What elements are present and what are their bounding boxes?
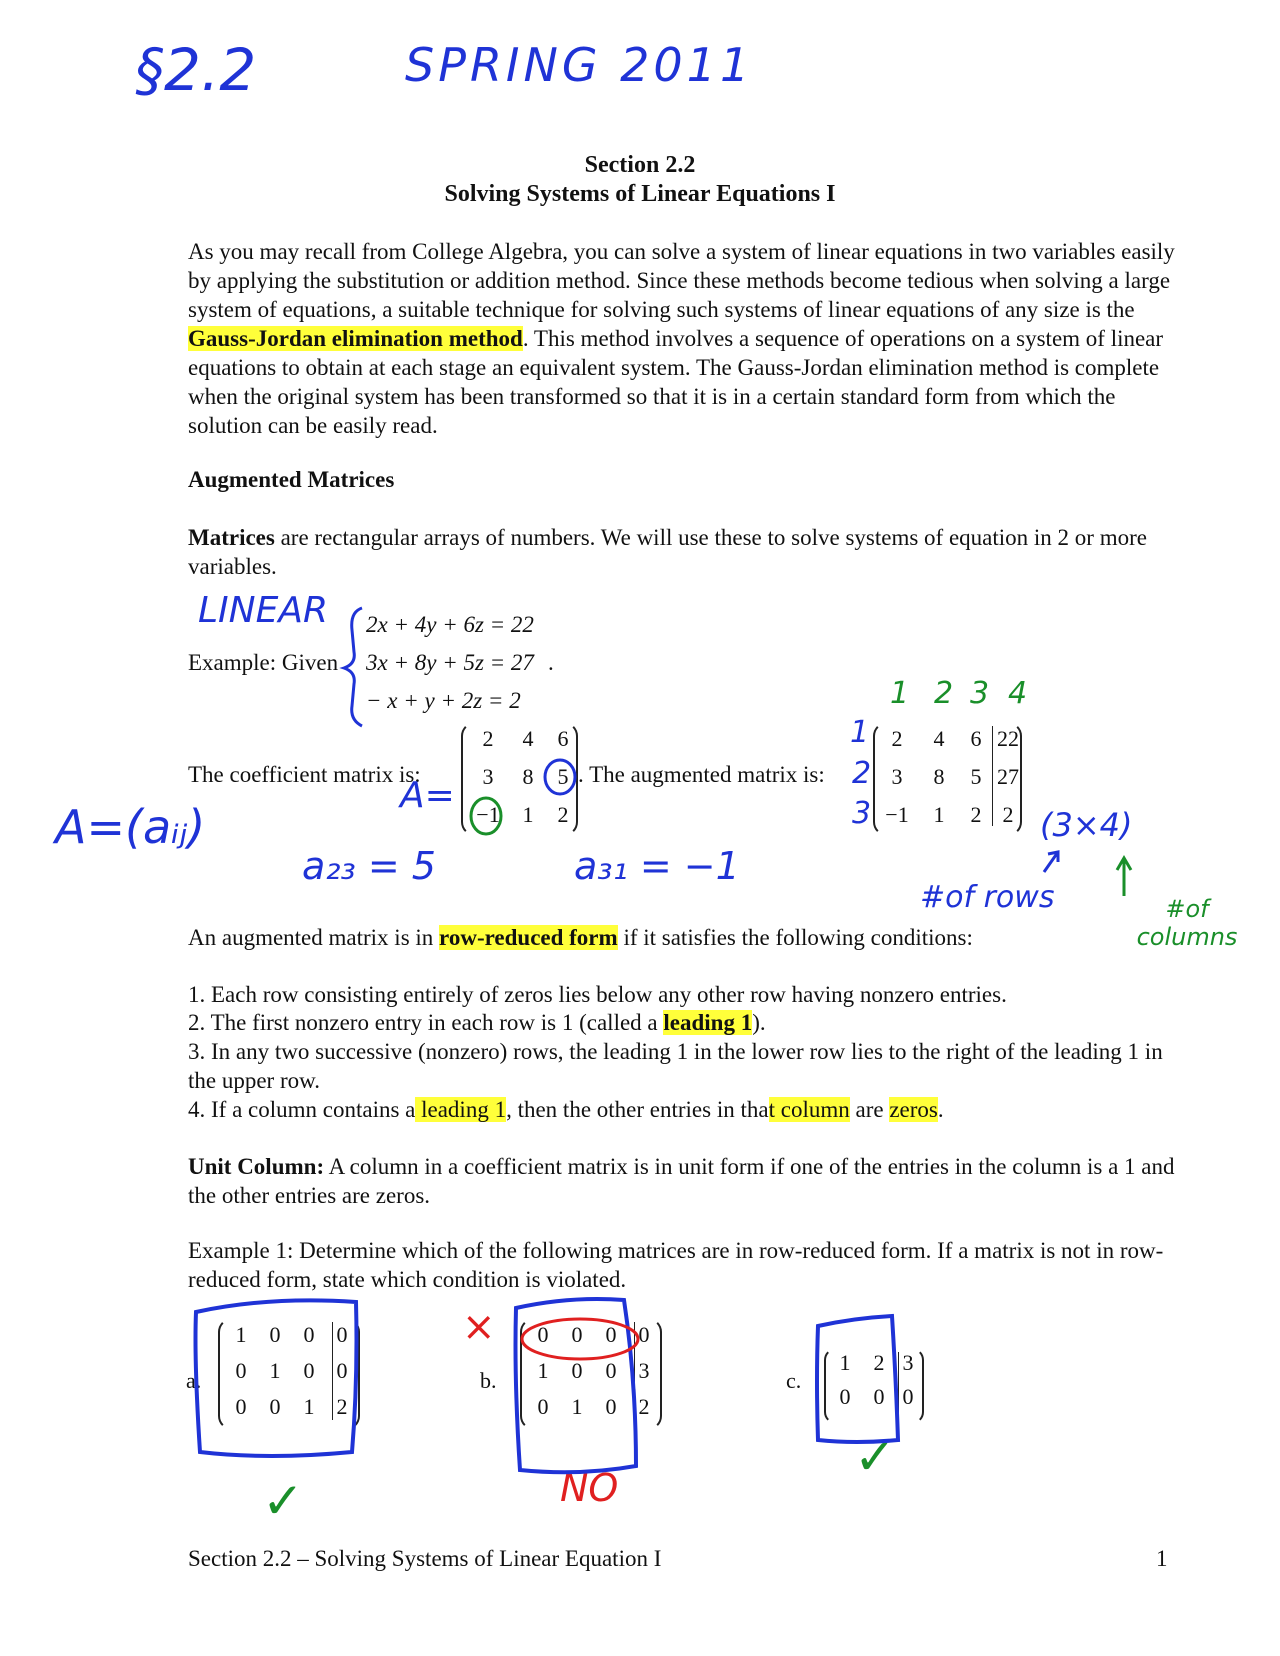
circle-a23 [545, 760, 575, 794]
matrix-cell: 2 [336, 1394, 348, 1419]
matrix-cell: 5 [557, 764, 569, 789]
example-1-prompt: Example 1: Determine which of the following matrices are in row-reduced form. If a matrix is not in row-reduced form, state which condition is violated. [188, 1238, 1164, 1292]
matrices-term: Matrices [188, 525, 275, 550]
matrix-cell: 0 [336, 1322, 348, 1347]
leading-1-term: leading 1 [663, 1010, 753, 1035]
matrix-cell: 3 [482, 764, 494, 789]
col-num: 4 [1008, 676, 1028, 711]
matrix-cell: 0 [571, 1358, 583, 1383]
red-oval-zero-row [522, 1319, 638, 1359]
matrix-cell: 6 [970, 726, 982, 751]
row-num: 3 [852, 796, 872, 831]
matrix-cell: 3 [638, 1358, 650, 1383]
matrix-cell: 0 [235, 1394, 247, 1419]
matrix-cell: 2 [891, 726, 903, 751]
a23-annotation: a₂₃ = 5 [302, 844, 436, 888]
matrix-cell: 0 [873, 1384, 885, 1409]
matrix-cell: 0 [839, 1384, 851, 1409]
row-reduced-after: if it satisfies the following conditions: [617, 925, 973, 950]
matrix-cell: 0 [303, 1322, 315, 1347]
matrix-cell: 0 [269, 1322, 281, 1347]
example-period: . [548, 650, 554, 675]
matrix-cell: 8 [522, 764, 534, 789]
columns-arrow [1117, 858, 1131, 896]
unit-column-text: A column in a coefficient matrix is in unit form if one of the entries in the column is a 1 and the other entries are zeros. [188, 1154, 1175, 1208]
matrix-cell: 1 [537, 1358, 549, 1383]
footer-text: Section 2.2 – Solving Systems of Linear Equation I [188, 1546, 662, 1571]
row-num: 1 [850, 715, 870, 750]
matrix-cell: 2 [970, 802, 982, 827]
matrix-cell: 1 [839, 1350, 851, 1375]
matrix-cell: 2 [482, 726, 494, 751]
matrix-cell: 1 [303, 1394, 315, 1419]
rows-note-annotation: #of rows [920, 880, 1055, 915]
a-notation-annotation: A=(aᵢⱼ) [55, 800, 206, 854]
matrix-cell: 4 [933, 726, 945, 751]
intro-text-after: . This method involves a sequence of operations on a system of linear equations to obtain at each stage an equivalent system. The Gauss-Jordan elimination method is complete when the original system has been transformed so that it is in a certain standard form from which the solution can be easily read. [188, 326, 1164, 438]
section-tag-annotation: §2.2 [135, 36, 257, 104]
matrix-cell: 0 [638, 1322, 650, 1347]
matrix-cell: 0 [269, 1394, 281, 1419]
col-num: 2 [934, 676, 954, 711]
equation-1: 2x + 4y + 6z = 22 [366, 612, 534, 637]
box-c [817, 1316, 898, 1442]
row-num: 2 [852, 756, 872, 791]
linear-annotation: LINEAR [198, 590, 328, 631]
matrix-cell: 2 [873, 1350, 885, 1375]
matrix-cell: 2 [557, 802, 569, 827]
condition-4-g: . [937, 1097, 944, 1122]
matrix-cell: 0 [571, 1322, 583, 1347]
system-brace [344, 608, 362, 726]
matrix-cell: 0 [303, 1358, 315, 1383]
circle-a31 [471, 798, 501, 834]
matrix-cell: 8 [933, 764, 945, 789]
coefficient-matrix-label: The coefficient matrix is: [188, 762, 421, 787]
matrix-cell: 1 [571, 1394, 583, 1419]
matrix-cell: 0 [537, 1322, 549, 1347]
term-annotation: SPRING 2011 [405, 38, 754, 92]
page-title: Solving Systems of Linear Equations I [444, 181, 836, 207]
a-equals-annotation: A= [400, 775, 455, 816]
matrix-cell: 5 [970, 764, 982, 789]
matrix-cell: 3 [902, 1350, 914, 1375]
a31-annotation: a₃₁ = −1 [574, 844, 740, 888]
matrix-cell: 0 [605, 1394, 617, 1419]
matrix-cell: 2 [1002, 802, 1014, 827]
condition-3: 3. In any two successive (nonzero) rows, the leading 1 in the lower row lies to the right of the leading 1 in the upper row. [188, 1039, 1163, 1093]
matrix-cell: 22 [997, 726, 1019, 751]
matrix-cell: 0 [605, 1322, 617, 1347]
option-c-label: c. [786, 1368, 802, 1393]
intro-text-before: As you may recall from College Algebra, you can solve a system of linear equations in two variables easily by applying the substitution or addition method. Since these methods become tedious when solving a large system of equations, a suitable technique for solving such systems of linear equations of any size is the [188, 239, 1175, 322]
matrix-cell: 0 [336, 1358, 348, 1383]
rows-arrow [1044, 852, 1058, 872]
check-a-annotation: ✓ [262, 1472, 304, 1530]
matrix-cell: −1 [885, 802, 909, 827]
box-a [196, 1300, 357, 1456]
condition-4-leading: leading 1 [415, 1097, 507, 1122]
row-reduced-term: row-reduced form [439, 925, 618, 950]
unit-column-term: Unit Column: [188, 1154, 325, 1179]
col-num: 1 [890, 676, 910, 711]
matrix-cell: 0 [235, 1358, 247, 1383]
condition-4-column: t column [768, 1097, 850, 1122]
no-annotation: NO [560, 1466, 619, 1510]
matrix-cell: 0 [605, 1358, 617, 1383]
matrix-cell: 0 [537, 1394, 549, 1419]
matrix-cell: 1 [269, 1358, 281, 1383]
page-number: 1 [1156, 1546, 1168, 1571]
row-reduced-before: An augmented matrix is in [188, 925, 440, 950]
equation-3: − x + y + 2z = 2 [366, 688, 521, 713]
condition-4-zeros: zeros [889, 1097, 938, 1122]
matrix-cell: 1 [522, 802, 534, 827]
condition-2-after: ). [752, 1010, 766, 1035]
gauss-jordan-term: Gauss-Jordan elimination method [188, 326, 523, 351]
matrix-cell: 1 [933, 802, 945, 827]
augmented-matrix-label: . The augmented matrix is: [578, 762, 825, 787]
condition-2-before: 2. The first nonzero entry in each row is 1 (called a [188, 1010, 664, 1035]
matrices-text: are rectangular arrays of numbers. We will use these to solve systems of equation in 2 or more variables. [188, 525, 1147, 579]
condition-4-a: 4. If a column contains a [188, 1097, 416, 1122]
matrix-cell: −1 [476, 802, 500, 827]
dims-annotation: (3×4) [1040, 806, 1133, 844]
option-b-label: b. [480, 1368, 497, 1393]
equation-2: 3x + 8y + 5z = 27 [366, 650, 534, 675]
matrix-cell: 1 [235, 1322, 247, 1347]
col-num: 3 [970, 676, 990, 711]
example-label: Example: Given [188, 650, 339, 675]
condition-4-e: are [849, 1097, 890, 1122]
matrix-cell: 4 [522, 726, 534, 751]
condition-1: 1. Each row consisting entirely of zeros lies below any other row having nonzero entries. [188, 982, 1007, 1007]
condition-4-c: , then the other entries in tha [506, 1097, 769, 1122]
columns-note-annotation: #of columns [1136, 895, 1238, 951]
augmented-matrices-heading: Augmented Matrices [188, 467, 395, 492]
matrix-cell: 6 [557, 726, 569, 751]
matrix-cell: 27 [997, 764, 1019, 789]
matrix-cell: 0 [902, 1384, 914, 1409]
check-c-annotation: ✓ [854, 1428, 896, 1486]
matrix-cell: 2 [638, 1394, 650, 1419]
section-label: Section 2.2 [584, 152, 696, 178]
option-a-label: a. [186, 1368, 202, 1393]
x-mark-annotation: × [462, 1304, 496, 1350]
matrix-cell: 3 [891, 764, 903, 789]
